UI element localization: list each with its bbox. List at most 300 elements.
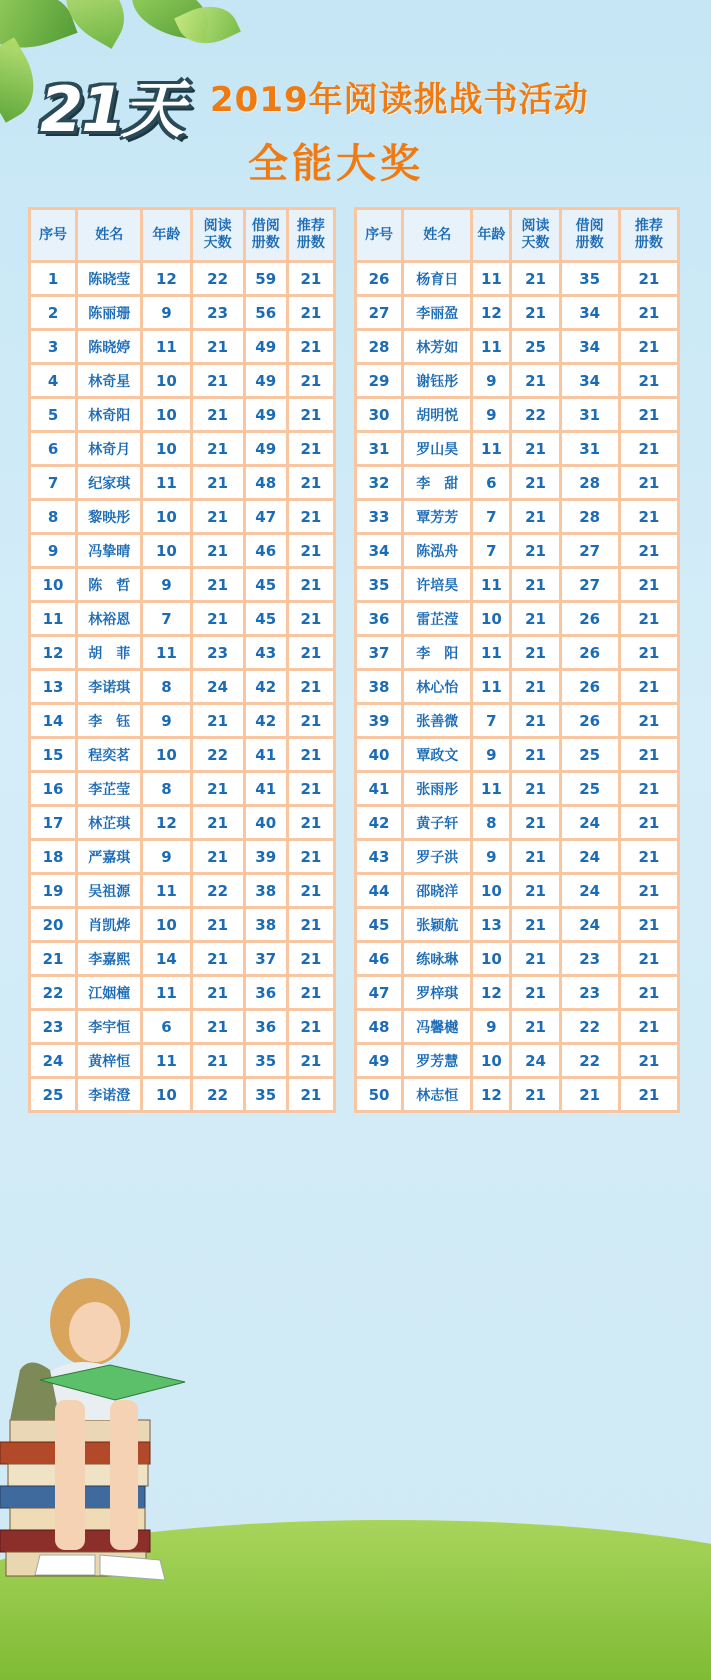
table-cell: 9 [143, 705, 189, 736]
table-cell: 38 [246, 909, 286, 940]
table-row [357, 1079, 677, 1110]
table-cell: 15 [31, 739, 75, 770]
table-cell: 43 [246, 637, 286, 668]
table-cell: 21 [512, 943, 558, 974]
table-cell: 21 [512, 875, 558, 906]
table-cell: 11 [143, 875, 189, 906]
table-cell: 11 [143, 467, 189, 498]
table-cell: 23 [31, 1011, 75, 1042]
table-cell: 47 [357, 977, 401, 1008]
student-name: 陈晓婷 [78, 331, 140, 362]
student-name: 罗山昊 [404, 433, 470, 464]
table-cell: 22 [193, 263, 243, 294]
table-row [31, 705, 333, 736]
table-cell: 24 [562, 909, 618, 940]
student-name: 冯馨樾 [404, 1011, 470, 1042]
table-row [357, 501, 677, 532]
table-cell: 21 [289, 1045, 333, 1076]
table-row [31, 1079, 333, 1110]
table-cell: 21 [621, 773, 677, 804]
table-cell: 21 [512, 841, 558, 872]
table-cell: 21 [512, 773, 558, 804]
table-cell: 23 [193, 297, 243, 328]
table-cell: 21 [621, 943, 677, 974]
table-cell: 35 [562, 263, 618, 294]
table-cell: 36 [246, 1011, 286, 1042]
table-cell: 35 [246, 1079, 286, 1110]
table-row [31, 365, 333, 396]
student-name: 李芷莹 [78, 773, 140, 804]
table-row [357, 773, 677, 804]
table-cell: 26 [562, 637, 618, 668]
table-header-row [31, 210, 333, 260]
table-cell: 9 [473, 1011, 509, 1042]
table-cell: 21 [512, 637, 558, 668]
table-cell: 45 [246, 603, 286, 634]
table-cell: 11 [143, 637, 189, 668]
table-cell: 21 [621, 467, 677, 498]
table-cell: 49 [357, 1045, 401, 1076]
student-name: 严嘉琪 [78, 841, 140, 872]
student-name: 胡明悦 [404, 399, 470, 430]
student-name: 林心怡 [404, 671, 470, 702]
student-name: 罗芳慧 [404, 1045, 470, 1076]
table-cell: 21 [193, 535, 243, 566]
table-cell: 56 [246, 297, 286, 328]
table-cell: 21 [621, 671, 677, 702]
table-cell: 21 [621, 433, 677, 464]
table-cell: 3 [31, 331, 75, 362]
table-header-row [357, 210, 677, 260]
table-cell: 14 [143, 943, 189, 974]
table-row [357, 467, 677, 498]
table-cell: 48 [357, 1011, 401, 1042]
table-row [31, 263, 333, 294]
table-row [357, 977, 677, 1008]
table-cell: 24 [193, 671, 243, 702]
table-cell: 23 [193, 637, 243, 668]
table-cell: 25 [31, 1079, 75, 1110]
table-cell: 21 [621, 603, 677, 634]
table-cell: 12 [473, 297, 509, 328]
table-body [31, 263, 333, 1110]
table-cell: 21 [193, 943, 243, 974]
table-cell: 22 [562, 1011, 618, 1042]
table-cell: 9 [143, 297, 189, 328]
table-cell: 21 [289, 1079, 333, 1110]
table-row [31, 773, 333, 804]
table-cell: 9 [143, 569, 189, 600]
table-row [357, 263, 677, 294]
table-cell: 21 [289, 1011, 333, 1042]
student-name: 陈丽珊 [78, 297, 140, 328]
table-row [31, 297, 333, 328]
table-cell: 21 [512, 297, 558, 328]
student-name: 张善微 [404, 705, 470, 736]
table-cell: 21 [621, 875, 677, 906]
table-cell: 21 [289, 875, 333, 906]
table-cell: 21 [289, 841, 333, 872]
table-cell: 11 [143, 331, 189, 362]
table-row [357, 807, 677, 838]
student-name: 雷芷滢 [404, 603, 470, 634]
student-name: 纪家琪 [78, 467, 140, 498]
table-cell: 11 [473, 331, 509, 362]
table-cell: 10 [143, 365, 189, 396]
table-cell: 47 [246, 501, 286, 532]
table-cell: 18 [31, 841, 75, 872]
table-cell: 11 [473, 433, 509, 464]
table-cell: 21 [289, 535, 333, 566]
table-row [31, 1045, 333, 1076]
table-cell: 21 [621, 909, 677, 940]
table-row [31, 671, 333, 702]
table-cell: 27 [357, 297, 401, 328]
table-cell: 37 [357, 637, 401, 668]
table-cell: 28 [562, 467, 618, 498]
table-row [31, 1011, 333, 1042]
table-cell: 21 [289, 501, 333, 532]
table-cell: 21 [289, 365, 333, 396]
table-cell: 22 [193, 875, 243, 906]
table-cell: 21 [621, 365, 677, 396]
table-cell: 35 [246, 1045, 286, 1076]
table-cell: 21 [512, 365, 558, 396]
table-cell: 1 [31, 263, 75, 294]
table-cell: 19 [31, 875, 75, 906]
table-cell: 21 [512, 263, 558, 294]
table-cell: 10 [143, 399, 189, 430]
table-row [357, 297, 677, 328]
table-cell: 11 [473, 773, 509, 804]
student-name: 林奇星 [78, 365, 140, 396]
table-row [357, 331, 677, 362]
table-row [357, 399, 677, 430]
table-cell: 21 [621, 1079, 677, 1110]
table-cell: 21 [621, 977, 677, 1008]
column-header: 年龄 [143, 210, 189, 260]
table-row [31, 467, 333, 498]
table-cell: 35 [357, 569, 401, 600]
student-name: 练咏琳 [404, 943, 470, 974]
table-cell: 11 [31, 603, 75, 634]
table-cell: 21 [512, 705, 558, 736]
table-cell: 32 [357, 467, 401, 498]
column-header: 序号 [357, 210, 401, 260]
column-header: 借阅 册数 [562, 210, 618, 260]
table-cell: 27 [562, 569, 618, 600]
table-cell: 21 [512, 433, 558, 464]
table-row [357, 535, 677, 566]
table-cell: 21 [562, 1079, 618, 1110]
table-cell: 21 [193, 841, 243, 872]
table-cell: 11 [143, 977, 189, 1008]
table-cell: 21 [289, 671, 333, 702]
table-cell: 40 [357, 739, 401, 770]
table-cell: 21 [289, 739, 333, 770]
table-cell: 25 [562, 739, 618, 770]
table-cell: 10 [143, 501, 189, 532]
table-cell: 21 [512, 909, 558, 940]
table-cell: 14 [31, 705, 75, 736]
table-cell: 24 [562, 875, 618, 906]
table-row [357, 739, 677, 770]
column-header: 姓名 [78, 210, 140, 260]
table-cell: 21 [512, 977, 558, 1008]
table-cell: 21 [621, 637, 677, 668]
table-cell: 39 [357, 705, 401, 736]
table-cell: 25 [512, 331, 558, 362]
table-cell: 21 [512, 501, 558, 532]
table-cell: 2 [31, 297, 75, 328]
table-cell: 10 [31, 569, 75, 600]
table-cell: 10 [473, 943, 509, 974]
table-row [31, 909, 333, 940]
table-row [357, 841, 677, 872]
table-cell: 21 [289, 569, 333, 600]
student-name: 李嘉熙 [78, 943, 140, 974]
table-cell: 21 [289, 773, 333, 804]
table-cell: 7 [473, 501, 509, 532]
table-row [357, 365, 677, 396]
table-cell: 21 [621, 807, 677, 838]
student-name: 邵晓洋 [404, 875, 470, 906]
student-name: 张雨彤 [404, 773, 470, 804]
table-cell: 24 [562, 807, 618, 838]
table-cell: 30 [357, 399, 401, 430]
student-name: 罗子洪 [404, 841, 470, 872]
table-cell: 11 [143, 1045, 189, 1076]
table-cell: 16 [31, 773, 75, 804]
table-cell: 22 [193, 1079, 243, 1110]
table-cell: 39 [246, 841, 286, 872]
table-cell: 31 [562, 399, 618, 430]
student-name: 黄子轩 [404, 807, 470, 838]
table-cell: 21 [193, 365, 243, 396]
student-name: 黎映彤 [78, 501, 140, 532]
table-row [357, 943, 677, 974]
table-cell: 9 [473, 739, 509, 770]
page-title: 2019年阅读挑战书活动 [210, 80, 589, 120]
badge-21-days: 21天 [40, 73, 183, 146]
table-cell: 13 [31, 671, 75, 702]
table-cell: 38 [246, 875, 286, 906]
table-cell: 12 [473, 1079, 509, 1110]
student-name: 覃芳芳 [404, 501, 470, 532]
column-header: 姓名 [404, 210, 470, 260]
table-cell: 10 [473, 875, 509, 906]
table-cell: 28 [562, 501, 618, 532]
table-cell: 42 [246, 705, 286, 736]
table-cell: 12 [473, 977, 509, 1008]
table-cell: 7 [473, 705, 509, 736]
table-row [31, 637, 333, 668]
table-cell: 21 [621, 297, 677, 328]
table-cell: 21 [289, 331, 333, 362]
table-cell: 48 [246, 467, 286, 498]
table-cell: 7 [143, 603, 189, 634]
table-cell: 8 [143, 671, 189, 702]
table-cell: 21 [193, 1011, 243, 1042]
table-cell: 22 [31, 977, 75, 1008]
table-cell: 11 [473, 637, 509, 668]
student-name: 肖凯烨 [78, 909, 140, 940]
student-name: 林奇阳 [78, 399, 140, 430]
table-cell: 21 [512, 671, 558, 702]
student-name: 陈泓舟 [404, 535, 470, 566]
student-name: 李诺澄 [78, 1079, 140, 1110]
table-cell: 24 [562, 841, 618, 872]
table-cell: 6 [143, 1011, 189, 1042]
student-name: 胡 菲 [78, 637, 140, 668]
table-cell: 21 [512, 739, 558, 770]
student-name: 吴祖源 [78, 875, 140, 906]
student-name: 李 阳 [404, 637, 470, 668]
table-cell: 21 [289, 637, 333, 668]
table-cell: 41 [357, 773, 401, 804]
student-name: 李 甜 [404, 467, 470, 498]
table-row [31, 399, 333, 430]
student-name: 陈 哲 [78, 569, 140, 600]
table-cell: 34 [357, 535, 401, 566]
table-cell: 34 [562, 331, 618, 362]
table-cell: 45 [246, 569, 286, 600]
table-cell: 21 [289, 467, 333, 498]
table-cell: 21 [289, 909, 333, 940]
table-cell: 59 [246, 263, 286, 294]
table-row [357, 705, 677, 736]
table-cell: 9 [143, 841, 189, 872]
table-cell: 26 [357, 263, 401, 294]
student-name: 陈晓莹 [78, 263, 140, 294]
table-cell: 21 [621, 569, 677, 600]
table-cell: 21 [512, 807, 558, 838]
table-cell: 21 [193, 569, 243, 600]
table-cell: 25 [562, 773, 618, 804]
table-row [357, 671, 677, 702]
table-cell: 37 [246, 943, 286, 974]
table-cell: 22 [193, 739, 243, 770]
table-cell: 28 [357, 331, 401, 362]
table-cell: 21 [289, 433, 333, 464]
table-row [31, 603, 333, 634]
table-cell: 7 [473, 535, 509, 566]
student-name: 李 钰 [78, 705, 140, 736]
table-cell: 21 [193, 1045, 243, 1076]
table-cell: 42 [357, 807, 401, 838]
table-row [31, 535, 333, 566]
table-cell: 22 [512, 399, 558, 430]
table-cell: 21 [289, 297, 333, 328]
table-cell: 5 [31, 399, 75, 430]
table-row [31, 331, 333, 362]
table-cell: 21 [193, 705, 243, 736]
student-name: 黄梓恒 [78, 1045, 140, 1076]
table-row [357, 603, 677, 634]
table-cell: 21 [289, 399, 333, 430]
table-cell: 21 [621, 841, 677, 872]
award-table-right [354, 207, 680, 1113]
table-cell: 42 [246, 671, 286, 702]
table-cell: 26 [562, 705, 618, 736]
table-cell: 36 [357, 603, 401, 634]
table-row [357, 1011, 677, 1042]
student-name: 李丽盈 [404, 297, 470, 328]
table-cell: 12 [31, 637, 75, 668]
table-row [31, 433, 333, 464]
table-row [31, 875, 333, 906]
table-cell: 46 [246, 535, 286, 566]
table-row [357, 1045, 677, 1076]
table-cell: 8 [473, 807, 509, 838]
reading-girl-illustration [0, 1270, 210, 1590]
table-row [357, 909, 677, 940]
table-cell: 21 [193, 433, 243, 464]
table-cell: 21 [193, 773, 243, 804]
table-cell: 13 [473, 909, 509, 940]
table-cell: 10 [143, 535, 189, 566]
table-cell: 9 [473, 365, 509, 396]
table-cell: 21 [512, 467, 558, 498]
table-cell: 45 [357, 909, 401, 940]
table-cell: 10 [143, 909, 189, 940]
table-cell: 21 [193, 977, 243, 1008]
table-cell: 21 [621, 399, 677, 430]
table-cell: 21 [512, 1011, 558, 1042]
table-cell: 21 [193, 331, 243, 362]
table-cell: 20 [31, 909, 75, 940]
table-cell: 8 [31, 501, 75, 532]
student-name: 江姻橦 [78, 977, 140, 1008]
page-subtitle: 全能大奖 [248, 141, 424, 187]
table-cell: 9 [31, 535, 75, 566]
table-cell: 31 [562, 433, 618, 464]
table-cell: 41 [246, 739, 286, 770]
table-cell: 17 [31, 807, 75, 838]
table-cell: 49 [246, 331, 286, 362]
column-header: 借阅 册数 [246, 210, 286, 260]
table-cell: 24 [512, 1045, 558, 1076]
table-row [357, 569, 677, 600]
student-name: 许培昊 [404, 569, 470, 600]
table-cell: 11 [473, 263, 509, 294]
table-cell: 9 [473, 841, 509, 872]
column-header: 年龄 [473, 210, 509, 260]
table-cell: 21 [621, 331, 677, 362]
table-cell: 21 [289, 977, 333, 1008]
table-cell: 21 [289, 807, 333, 838]
student-name: 程奕茗 [78, 739, 140, 770]
table-cell: 21 [193, 807, 243, 838]
table-cell: 6 [473, 467, 509, 498]
student-name: 林裕恩 [78, 603, 140, 634]
table-cell: 50 [357, 1079, 401, 1110]
table-cell: 21 [621, 263, 677, 294]
table-cell: 21 [512, 1079, 558, 1110]
student-name: 林奇月 [78, 433, 140, 464]
student-name: 李宇恒 [78, 1011, 140, 1042]
table-cell: 24 [31, 1045, 75, 1076]
table-cell: 46 [357, 943, 401, 974]
table-cell: 12 [143, 807, 189, 838]
column-header: 推荐 册数 [289, 210, 333, 260]
table-cell: 29 [357, 365, 401, 396]
table-cell: 21 [31, 943, 75, 974]
table-cell: 10 [473, 603, 509, 634]
table-cell: 21 [289, 263, 333, 294]
table-cell: 38 [357, 671, 401, 702]
table-row [357, 875, 677, 906]
